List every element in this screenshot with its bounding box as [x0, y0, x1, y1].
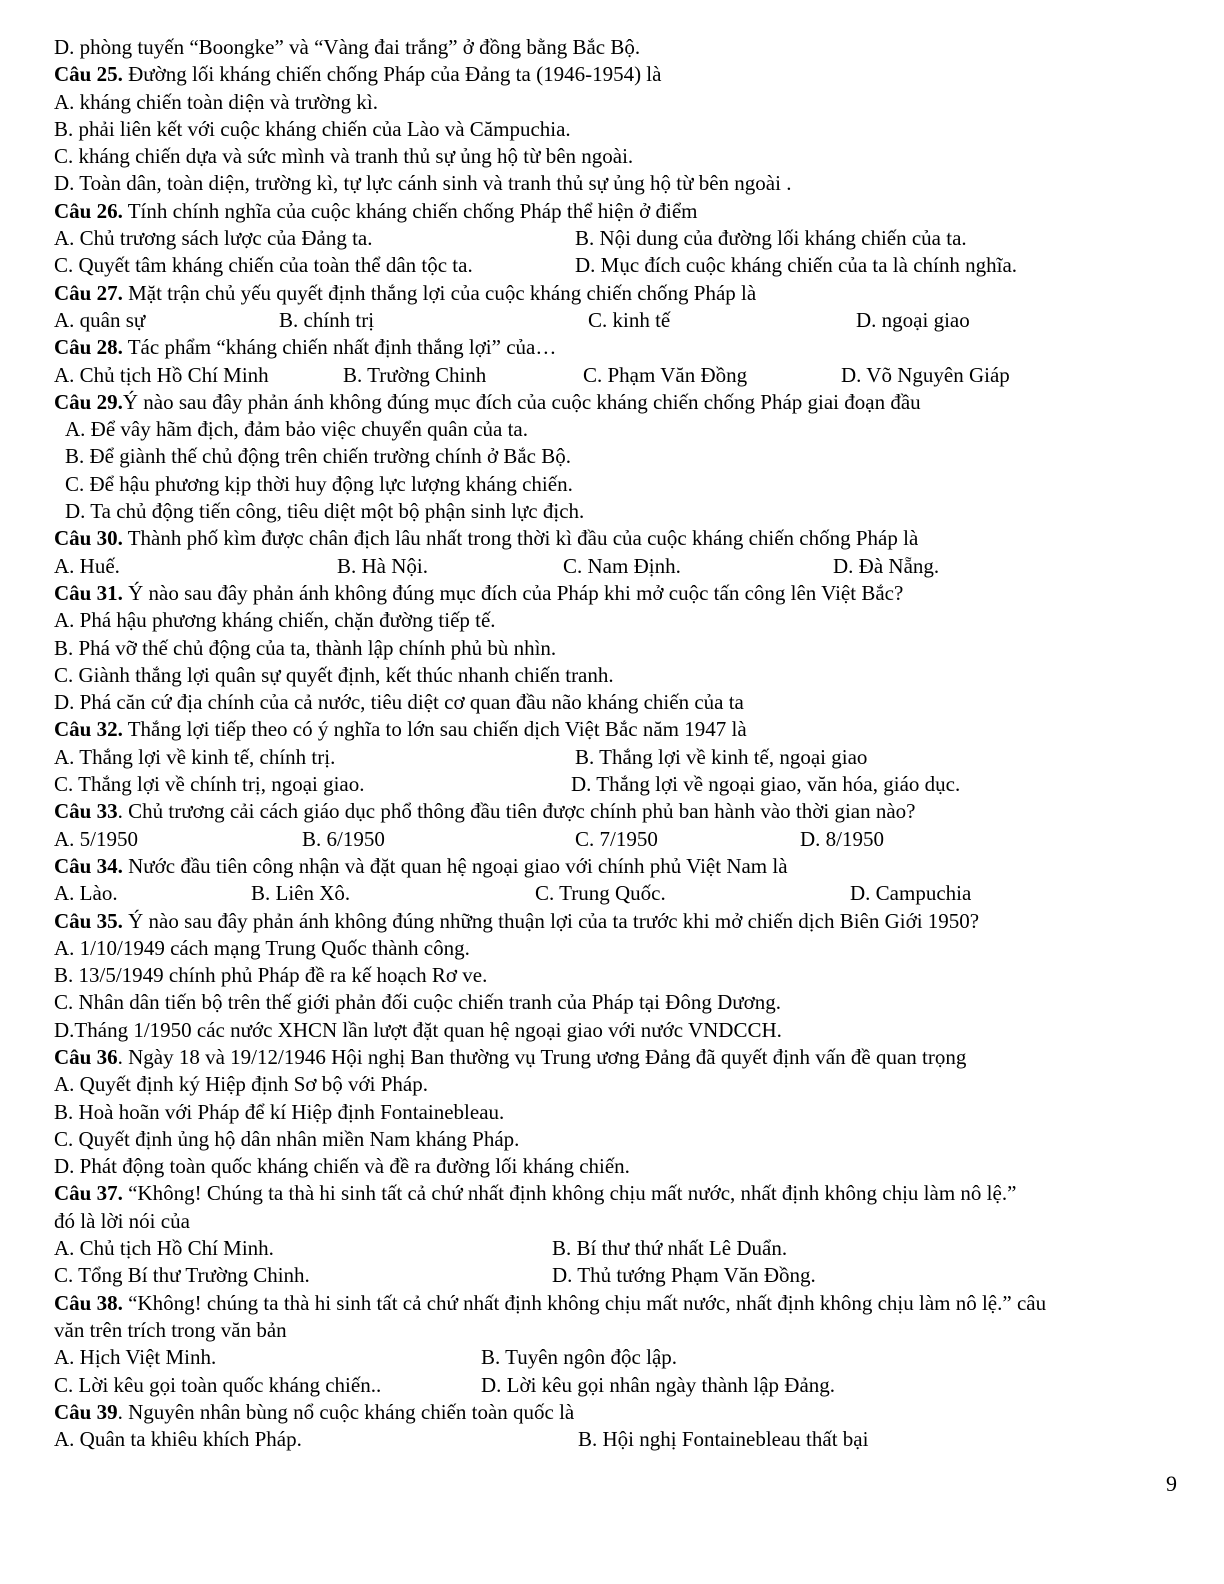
- q38-option-b: B. Tuyên ngôn độc lập.: [481, 1345, 678, 1370]
- q37-option-a: A. Chủ tịch Hồ Chí Minh.: [54, 1236, 274, 1261]
- option-text: B. phải liên kết với cuộc kháng chiến của Lào và Cămpuchia.: [54, 116, 571, 141]
- q35-option-a: [54, 935, 1184, 962]
- option-text: D. Toàn dân, toàn diện, trường kì, tự lực cánh sinh và tranh thủ sự ủng hộ từ bên ngoài .: [54, 171, 792, 196]
- question-37-continued: [54, 1208, 1184, 1235]
- q34-option-b: B. Liên Xô.: [251, 881, 351, 906]
- option-text: C. kháng chiến dựa và sức mình và tranh thủ sự ủng hộ từ bên ngoài.: [54, 144, 634, 169]
- q26-option-a: A. Chủ trương sách lược của Đảng ta.: [54, 226, 373, 251]
- question-text: Tác phẩm “kháng chiến nhất định thắng lợi” của…: [122, 335, 557, 360]
- document-page: [54, 34, 1184, 1453]
- q35-option-d: [54, 1017, 1184, 1044]
- question-label: Câu 26.: [54, 198, 123, 223]
- q34-option-d: D. Campuchia: [850, 881, 972, 906]
- q27-option-c: C. kinh tế: [588, 307, 671, 332]
- q37-options-cd: [54, 1262, 1184, 1289]
- option-text: D. Phá căn cứ địa chính của cả nước, tiêu diệt cơ quan đầu não kháng chiến của ta: [54, 690, 744, 715]
- question-label: Câu 25.: [54, 62, 123, 87]
- question-text: . Chủ trương cải cách giáo dục phổ thông đầu tiên được chính phủ ban hành vào thời gian nào?: [117, 799, 916, 824]
- option-text: D. phòng tuyến “Boongke” và “Vàng đai trắng” ở đồng bằng Bắc Bộ.: [54, 35, 641, 59]
- question-label: Câu 29.: [54, 389, 123, 414]
- question-label: Câu 30.: [54, 526, 123, 551]
- question-text: Mặt trận chủ yếu quyết định thắng lợi của cuộc kháng chiến chống Pháp là: [122, 280, 757, 305]
- q37-options-ab: [54, 1235, 1184, 1262]
- q35-option-b: [54, 962, 1184, 989]
- q27-option-d: D. ngoại giao: [856, 307, 970, 332]
- q31-option-c: [54, 662, 1184, 689]
- q38-options-ab: [54, 1344, 1184, 1371]
- q35-option-c: [54, 989, 1184, 1016]
- q32-options-ab: [54, 744, 1184, 771]
- question-text: Thắng lợi tiếp theo có ý nghĩa to lớn sau chiến dịch Việt Bắc năm 1947 là: [122, 717, 747, 742]
- question-34: [54, 853, 1184, 880]
- q37-option-c: C. Tổng Bí thư Trường Chinh.: [54, 1263, 310, 1288]
- question-30: [54, 525, 1184, 552]
- question-25: [54, 61, 1184, 88]
- option-text: B. Để giành thế chủ động trên chiến trường chính ở Bắc Bộ.: [65, 444, 571, 469]
- q30-option-c: C. Nam Định.: [563, 553, 681, 578]
- q26-option-d: D. Mục đích cuộc kháng chiến của ta là chính nghĩa.: [575, 253, 1018, 278]
- option-text: B. Hoà hoãn với Pháp để kí Hiệp định Fontainebleau.: [54, 1099, 505, 1124]
- page-number: 9: [1166, 1471, 1177, 1496]
- q31-option-b: [54, 635, 1184, 662]
- q36-option-b: [54, 1099, 1184, 1126]
- q28-option-a: A. Chủ tịch Hồ Chí Minh: [54, 362, 269, 387]
- q25-option-c: [54, 143, 1184, 170]
- question-label: Câu 38.: [54, 1290, 123, 1315]
- q33-option-b: B. 6/1950: [302, 826, 385, 851]
- question-31: [54, 580, 1184, 607]
- q37-option-d: D. Thủ tướng Phạm Văn Đồng.: [552, 1263, 816, 1288]
- q37-option-b: B. Bí thư thứ nhất Lê Duẩn.: [552, 1236, 788, 1261]
- question-38: [54, 1290, 1184, 1317]
- q28-option-d: D. Võ Nguyên Giáp: [841, 362, 1010, 387]
- q39-option-b: B. Hội nghị Fontainebleau thất bại: [578, 1427, 869, 1452]
- q32-options-cd: [54, 771, 1184, 798]
- question-32: [54, 716, 1184, 743]
- q38-option-a: A. Hịch Việt Minh.: [54, 1345, 217, 1370]
- option-text: D. Phát động toàn quốc kháng chiến và đề ra đường lối kháng chiến.: [54, 1154, 630, 1179]
- question-28: [54, 334, 1184, 361]
- q38-options-cd: [54, 1372, 1184, 1399]
- q27-option-b: B. chính trị: [279, 307, 375, 332]
- q38-option-d: D. Lời kêu gọi nhân ngày thành lập Đảng.: [481, 1372, 836, 1397]
- q33-options: [54, 826, 1184, 853]
- question-label: Câu 27.: [54, 280, 123, 305]
- q29-option-a: [54, 416, 1184, 443]
- question-label: Câu 33: [54, 799, 118, 824]
- option-text: C. Quyết định ủng hộ dân nhân miền Nam kháng Pháp.: [54, 1126, 520, 1151]
- option-text: D.Tháng 1/1950 các nước XHCN lần lượt đặt quan hệ ngoại giao với nước VNDCCH.: [54, 1017, 782, 1042]
- option-text: A. Để vây hãm địch, đảm bảo việc chuyển quân của ta.: [65, 417, 528, 442]
- q33-option-d: D. 8/1950: [800, 826, 884, 851]
- option-text: C. Giành thắng lợi quân sự quyết định, kết thúc nhanh chiến tranh.: [54, 662, 614, 687]
- q30-option-d: D. Đà Nẵng.: [833, 553, 940, 578]
- question-27: [54, 280, 1184, 307]
- question-38-continued: [54, 1317, 1184, 1344]
- q36-option-a: [54, 1071, 1184, 1098]
- question-label: Câu 36: [54, 1044, 118, 1069]
- q32-option-a: A. Thắng lợi về kinh tế, chính trị.: [54, 744, 336, 769]
- q30-options: [54, 553, 1184, 580]
- option-text: C. Nhân dân tiến bộ trên thế giới phản đối cuộc chiến tranh của Pháp tại Đông Dương.: [54, 990, 782, 1015]
- q26-options-cd: [54, 252, 1184, 279]
- q26-option-c: C. Quyết tâm kháng chiến của toàn thể dân tộc ta.: [54, 253, 473, 278]
- q32-option-c: C. Thắng lợi về chính trị, ngoại giao.: [54, 772, 365, 797]
- q25-option-a: [54, 89, 1184, 116]
- question-label: Câu 32.: [54, 717, 123, 742]
- q34-options: [54, 880, 1184, 907]
- option-line: [54, 34, 1184, 61]
- q28-option-b: B. Trường Chinh: [343, 362, 487, 387]
- question-label: Câu 31.: [54, 580, 123, 605]
- option-text: A. kháng chiến toàn diện và trường kì.: [54, 89, 378, 114]
- q33-option-a: A. 5/1950: [54, 826, 138, 851]
- question-36: [54, 1044, 1184, 1071]
- q31-option-a: [54, 607, 1184, 634]
- q34-option-a: A. Lào.: [54, 881, 118, 906]
- question-text: . Nguyên nhân bùng nổ cuộc kháng chiến toàn quốc là: [117, 1399, 575, 1424]
- q38-option-c: C. Lời kêu gọi toàn quốc kháng chiến..: [54, 1372, 382, 1397]
- q32-option-d: D. Thắng lợi về ngoại giao, văn hóa, giáo dục.: [571, 772, 961, 797]
- q27-options: [54, 307, 1184, 334]
- option-text: D. Ta chủ động tiến công, tiêu diệt một bộ phận sinh lực địch.: [65, 499, 585, 524]
- question-text: Đường lối kháng chiến chống Pháp của Đảng ta (1946-1954) là: [122, 62, 662, 87]
- question-label: Câu 28.: [54, 335, 123, 360]
- option-text: C. Để hậu phương kịp thời huy động lực lượng kháng chiến.: [65, 471, 573, 496]
- question-text: “Không! chúng ta thà hi sinh tất cả chứ nhất định không chịu mất nước, nhất định không chịu làm nô lệ.” câu: [122, 1290, 1047, 1315]
- question-text: văn trên trích trong văn bản: [54, 1317, 287, 1342]
- q29-option-b: [54, 443, 1184, 470]
- option-text: A. 1/10/1949 cách mạng Trung Quốc thành công.: [54, 935, 470, 960]
- q33-option-c: C. 7/1950: [575, 826, 658, 851]
- question-37: [54, 1180, 1184, 1207]
- q28-options: [54, 362, 1184, 389]
- q28-option-c: C. Phạm Văn Đồng: [583, 362, 748, 387]
- q27-option-a: A. quân sự: [54, 307, 146, 332]
- question-33: [54, 798, 1184, 825]
- question-text: Ý nào sau đây phản ánh không đúng mục đích của cuộc kháng chiến chống Pháp giai đoạn đầu: [122, 389, 921, 414]
- q32-option-b: B. Thắng lợi về kinh tế, ngoại giao: [575, 744, 868, 769]
- q25-option-b: [54, 116, 1184, 143]
- q34-option-c: C. Trung Quốc.: [535, 881, 666, 906]
- question-26: [54, 198, 1184, 225]
- q39-option-a: A. Quân ta khiêu khích Pháp.: [54, 1427, 302, 1452]
- question-label: Câu 34.: [54, 853, 123, 878]
- question-text: Thành phố kìm được chân địch lâu nhất trong thời kì đầu của cuộc kháng chiến chống Pháp là: [122, 526, 919, 551]
- q36-option-c: [54, 1126, 1184, 1153]
- question-text: “Không! Chúng ta thà hi sinh tất cả chứ nhất định không chịu mất nước, nhất định không chịu làm nô lệ.”: [122, 1181, 1017, 1206]
- question-35: [54, 908, 1184, 935]
- q26-options-ab: [54, 225, 1184, 252]
- q29-option-d: [54, 498, 1184, 525]
- question-text: đó là lời nói của: [54, 1208, 190, 1233]
- q30-option-a: A. Huế.: [54, 553, 120, 578]
- option-text: B. Phá vỡ thế chủ động của ta, thành lập chính phủ bù nhìn.: [54, 635, 557, 660]
- q30-option-b: B. Hà Nội.: [337, 553, 428, 578]
- question-text: Ý nào sau đây phản ánh không đúng mục đích của Pháp khi mở cuộc tấn công lên Việt Bắc?: [122, 580, 904, 605]
- q31-option-d: [54, 689, 1184, 716]
- q25-option-d: [54, 170, 1184, 197]
- question-label: Câu 37.: [54, 1181, 123, 1206]
- q29-option-c: [54, 471, 1184, 498]
- question-label: Câu 35.: [54, 908, 123, 933]
- option-text: B. 13/5/1949 chính phủ Pháp đề ra kế hoạch Rơ ve.: [54, 963, 488, 988]
- option-text: A. Quyết định ký Hiệp định Sơ bộ với Pháp.: [54, 1072, 428, 1097]
- question-text: . Ngày 18 và 19/12/1946 Hội nghị Ban thường vụ Trung ương Đảng đã quyết định vấn đề quan trọng: [117, 1044, 967, 1069]
- question-text: Tính chính nghĩa của cuộc kháng chiến chống Pháp thể hiện ở điểm: [122, 198, 698, 223]
- question-label: Câu 39: [54, 1399, 118, 1424]
- question-29: [54, 389, 1184, 416]
- q26-option-b: B. Nội dung của đường lối kháng chiến của ta.: [575, 226, 967, 251]
- option-text: A. Phá hậu phương kháng chiến, chặn đường tiếp tế.: [54, 608, 496, 633]
- q39-options-ab: [54, 1426, 1184, 1453]
- q36-option-d: [54, 1153, 1184, 1180]
- question-text: Nước đầu tiên công nhận và đặt quan hệ ngoại giao với chính phủ Việt Nam là: [122, 853, 788, 878]
- question-text: Ý nào sau đây phản ánh không đúng những thuận lợi của ta trước khi mở chiến dịch Biên Giới 1950?: [122, 908, 980, 933]
- question-39: [54, 1399, 1184, 1426]
